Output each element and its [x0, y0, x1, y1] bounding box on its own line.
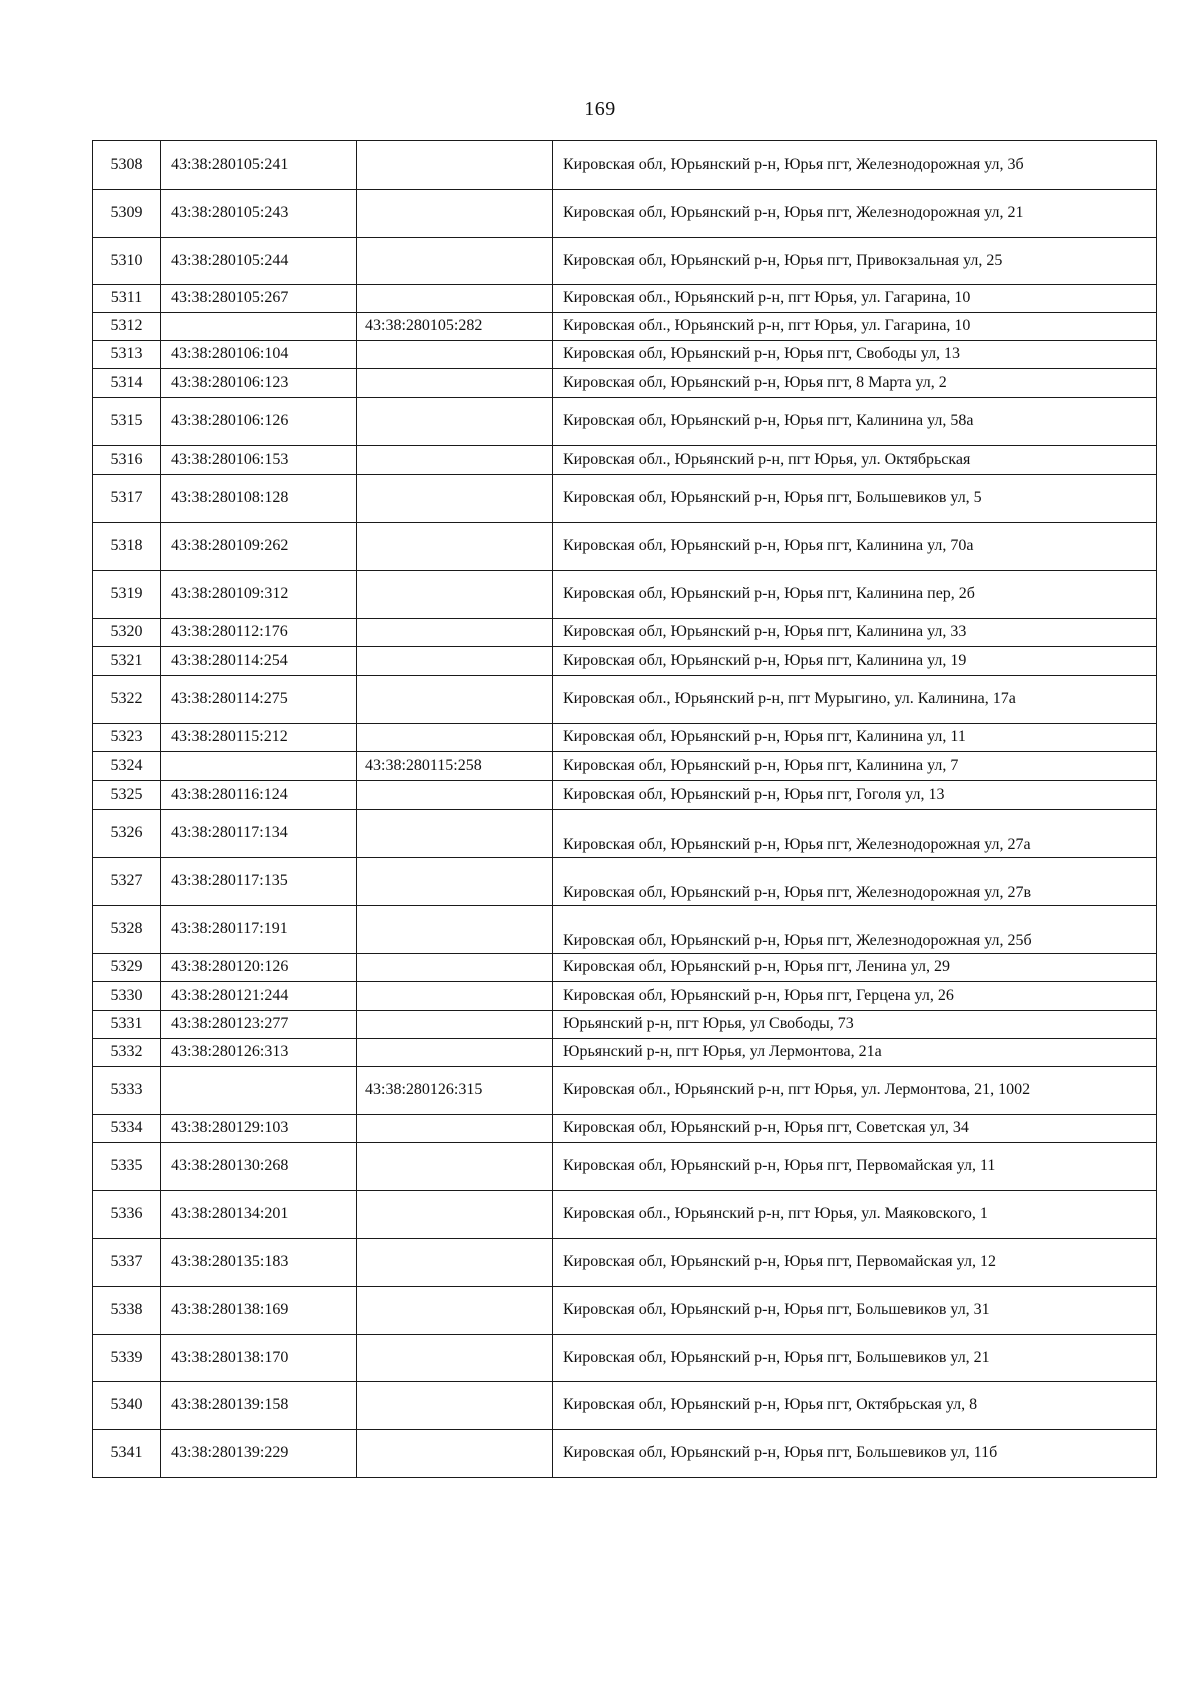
related-cadastral-number	[357, 1039, 553, 1067]
address: Кировская обл., Юрьянский р-н, пгт Юрья, ул. Лермонтова, 21, 1002	[553, 1067, 1157, 1115]
table-row	[93, 313, 1157, 341]
address: Кировская обл, Юрьянский р-н, Юрья пгт, Первомайская ул, 12	[553, 1239, 1157, 1287]
cadastral-number: 43:38:280117:135	[161, 858, 357, 906]
address: Кировская обл, Юрьянский р-н, Юрья пгт, Большевиков ул, 5	[553, 475, 1157, 523]
table-row	[93, 810, 1157, 858]
address: Кировская обл., Юрьянский р-н, пгт Юрья, ул. Гагарина, 10	[553, 285, 1157, 313]
address: Юрьянский р-н, пгт Юрья, ул Свободы, 73	[553, 1011, 1157, 1039]
table-row	[93, 752, 1157, 781]
address: Кировская обл, Юрьянский р-н, Юрья пгт, Калинина ул, 58а	[553, 398, 1157, 446]
row-number: 5339	[93, 1335, 161, 1382]
address: Кировская обл, Юрьянский р-н, Юрья пгт, Большевиков ул, 11б	[553, 1430, 1157, 1478]
related-cadastral-number	[357, 619, 553, 647]
row-number: 5322	[93, 676, 161, 724]
cadastral-number: 43:38:280106:104	[161, 341, 357, 369]
row-number: 5317	[93, 475, 161, 523]
address: Кировская обл, Юрьянский р-н, Юрья пгт, Железнодорожная ул, 25б	[553, 906, 1157, 954]
row-number: 5338	[93, 1287, 161, 1335]
table-row	[93, 1287, 1157, 1335]
table-row	[93, 676, 1157, 724]
related-cadastral-number	[357, 1011, 553, 1039]
address: Кировская обл, Юрьянский р-н, Юрья пгт, Железнодорожная ул, 21	[553, 190, 1157, 238]
table-row	[93, 1011, 1157, 1039]
address: Кировская обл, Юрьянский р-н, Юрья пгт, Свободы ул, 13	[553, 341, 1157, 369]
cadastral-number: 43:38:280117:134	[161, 810, 357, 858]
related-cadastral-number	[357, 647, 553, 676]
cadastral-number: 43:38:280138:169	[161, 1287, 357, 1335]
registry-table-body	[93, 141, 1157, 1478]
cadastral-number: 43:38:280139:158	[161, 1382, 357, 1430]
row-number: 5312	[93, 313, 161, 341]
cadastral-number: 43:38:280123:277	[161, 1011, 357, 1039]
address: Кировская обл, Юрьянский р-н, Юрья пгт, Железнодорожная ул, 27а	[553, 810, 1157, 858]
cadastral-number: 43:38:280106:123	[161, 369, 357, 398]
row-number: 5320	[93, 619, 161, 647]
related-cadastral-number	[357, 982, 553, 1011]
address: Кировская обл, Юрьянский р-н, Юрья пгт, Калинина ул, 19	[553, 647, 1157, 676]
cadastral-number: 43:38:280106:153	[161, 446, 357, 475]
related-cadastral-number: 43:38:280105:282	[357, 313, 553, 341]
table-row	[93, 781, 1157, 810]
address: Кировская обл, Юрьянский р-н, Юрья пгт, Калинина ул, 70а	[553, 523, 1157, 571]
row-number: 5335	[93, 1143, 161, 1191]
address: Кировская обл, Юрьянский р-н, Юрья пгт, Калинина пер, 2б	[553, 571, 1157, 619]
row-number: 5313	[93, 341, 161, 369]
cadastral-number: 43:38:280105:267	[161, 285, 357, 313]
registry-table	[92, 140, 1157, 1478]
related-cadastral-number	[357, 1143, 553, 1191]
cadastral-number: 43:38:280117:191	[161, 906, 357, 954]
row-number: 5310	[93, 238, 161, 285]
related-cadastral-number	[357, 341, 553, 369]
address: Кировская обл, Юрьянский р-н, Юрья пгт, Железнодорожная ул, 27в	[553, 858, 1157, 906]
row-number: 5323	[93, 724, 161, 752]
cadastral-number: 43:38:280114:275	[161, 676, 357, 724]
table-row	[93, 238, 1157, 285]
address: Кировская обл., Юрьянский р-н, пгт Юрья, ул. Гагарина, 10	[553, 313, 1157, 341]
related-cadastral-number: 43:38:280115:258	[357, 752, 553, 781]
related-cadastral-number	[357, 781, 553, 810]
table-row	[93, 1382, 1157, 1430]
address: Кировская обл., Юрьянский р-н, пгт Мурыгино, ул. Калинина, 17а	[553, 676, 1157, 724]
address: Кировская обл., Юрьянский р-н, пгт Юрья, ул. Маяковского, 1	[553, 1191, 1157, 1239]
cadastral-number: 43:38:280105:243	[161, 190, 357, 238]
related-cadastral-number	[357, 446, 553, 475]
related-cadastral-number	[357, 1115, 553, 1143]
cadastral-number: 43:38:280105:241	[161, 141, 357, 190]
row-number: 5311	[93, 285, 161, 313]
row-number: 5337	[93, 1239, 161, 1287]
row-number: 5336	[93, 1191, 161, 1239]
table-row	[93, 369, 1157, 398]
cadastral-number: 43:38:280120:126	[161, 954, 357, 982]
related-cadastral-number	[357, 1287, 553, 1335]
row-number: 5324	[93, 752, 161, 781]
row-number: 5325	[93, 781, 161, 810]
related-cadastral-number	[357, 369, 553, 398]
table-row	[93, 285, 1157, 313]
row-number: 5333	[93, 1067, 161, 1115]
related-cadastral-number	[357, 954, 553, 982]
cadastral-number: 43:38:280134:201	[161, 1191, 357, 1239]
table-row	[93, 190, 1157, 238]
row-number: 5315	[93, 398, 161, 446]
related-cadastral-number	[357, 285, 553, 313]
row-number: 5316	[93, 446, 161, 475]
cadastral-number: 43:38:280106:126	[161, 398, 357, 446]
table-row	[93, 982, 1157, 1011]
address: Кировская обл, Юрьянский р-н, Юрья пгт, Калинина ул, 7	[553, 752, 1157, 781]
related-cadastral-number	[357, 238, 553, 285]
related-cadastral-number	[357, 724, 553, 752]
row-number: 5327	[93, 858, 161, 906]
table-row	[93, 1239, 1157, 1287]
address: Кировская обл, Юрьянский р-н, Юрья пгт, Большевиков ул, 31	[553, 1287, 1157, 1335]
table-row	[93, 1039, 1157, 1067]
row-number: 5321	[93, 647, 161, 676]
address: Кировская обл, Юрьянский р-н, Юрья пгт, Гоголя ул, 13	[553, 781, 1157, 810]
row-number: 5334	[93, 1115, 161, 1143]
table-row	[93, 341, 1157, 369]
cadastral-number: 43:38:280135:183	[161, 1239, 357, 1287]
related-cadastral-number	[357, 475, 553, 523]
related-cadastral-number	[357, 906, 553, 954]
table-row	[93, 724, 1157, 752]
address: Кировская обл, Юрьянский р-н, Юрья пгт, Октябрьская ул, 8	[553, 1382, 1157, 1430]
cadastral-number: 43:38:280108:128	[161, 475, 357, 523]
row-number: 5314	[93, 369, 161, 398]
related-cadastral-number	[357, 1335, 553, 1382]
address: Кировская обл, Юрьянский р-н, Юрья пгт, Первомайская ул, 11	[553, 1143, 1157, 1191]
table-row	[93, 398, 1157, 446]
row-number: 5328	[93, 906, 161, 954]
cadastral-number: 43:38:280105:244	[161, 238, 357, 285]
cadastral-number: 43:38:280116:124	[161, 781, 357, 810]
address: Кировская обл, Юрьянский р-н, Юрья пгт, Калинина ул, 33	[553, 619, 1157, 647]
cadastral-number	[161, 1067, 357, 1115]
cadastral-number: 43:38:280130:268	[161, 1143, 357, 1191]
row-number: 5330	[93, 982, 161, 1011]
table-row	[93, 1143, 1157, 1191]
cadastral-number: 43:38:280121:244	[161, 982, 357, 1011]
related-cadastral-number: 43:38:280126:315	[357, 1067, 553, 1115]
address: Кировская обл, Юрьянский р-н, Юрья пгт, Ленина ул, 29	[553, 954, 1157, 982]
address: Кировская обл, Юрьянский р-н, Юрья пгт, Большевиков ул, 21	[553, 1335, 1157, 1382]
row-number: 5309	[93, 190, 161, 238]
related-cadastral-number	[357, 571, 553, 619]
row-number: 5308	[93, 141, 161, 190]
related-cadastral-number	[357, 1191, 553, 1239]
cadastral-number: 43:38:280139:229	[161, 1430, 357, 1478]
table-row	[93, 647, 1157, 676]
table-row	[93, 1335, 1157, 1382]
related-cadastral-number	[357, 190, 553, 238]
table-row	[93, 954, 1157, 982]
cadastral-number: 43:38:280114:254	[161, 647, 357, 676]
cadastral-number: 43:38:280129:103	[161, 1115, 357, 1143]
cadastral-number: 43:38:280126:313	[161, 1039, 357, 1067]
row-number: 5331	[93, 1011, 161, 1039]
address: Кировская обл, Юрьянский р-н, Юрья пгт, Калинина ул, 11	[553, 724, 1157, 752]
address: Кировская обл., Юрьянский р-н, пгт Юрья, ул. Октябрьская	[553, 446, 1157, 475]
row-number: 5340	[93, 1382, 161, 1430]
related-cadastral-number	[357, 810, 553, 858]
row-number: 5319	[93, 571, 161, 619]
row-number: 5341	[93, 1430, 161, 1478]
page-number: 169	[584, 98, 616, 120]
cadastral-number: 43:38:280109:312	[161, 571, 357, 619]
table-row	[93, 571, 1157, 619]
related-cadastral-number	[357, 523, 553, 571]
table-row	[93, 446, 1157, 475]
address: Кировская обл, Юрьянский р-н, Юрья пгт, 8 Марта ул, 2	[553, 369, 1157, 398]
related-cadastral-number	[357, 398, 553, 446]
table-row	[93, 858, 1157, 906]
related-cadastral-number	[357, 1430, 553, 1478]
related-cadastral-number	[357, 141, 553, 190]
related-cadastral-number	[357, 1239, 553, 1287]
address: Кировская обл, Юрьянский р-н, Юрья пгт, Привокзальная ул, 25	[553, 238, 1157, 285]
row-number: 5329	[93, 954, 161, 982]
table-row	[93, 475, 1157, 523]
cadastral-number: 43:38:280112:176	[161, 619, 357, 647]
table-row	[93, 141, 1157, 190]
row-number: 5332	[93, 1039, 161, 1067]
table-row	[93, 619, 1157, 647]
address: Юрьянский р-н, пгт Юрья, ул Лермонтова, 21а	[553, 1039, 1157, 1067]
cadastral-number: 43:38:280109:262	[161, 523, 357, 571]
table-row	[93, 906, 1157, 954]
table-row	[93, 1430, 1157, 1478]
table-row	[93, 1067, 1157, 1115]
cadastral-number	[161, 752, 357, 781]
table-row	[93, 523, 1157, 571]
cadastral-number: 43:38:280115:212	[161, 724, 357, 752]
related-cadastral-number	[357, 1382, 553, 1430]
cadastral-number: 43:38:280138:170	[161, 1335, 357, 1382]
address: Кировская обл, Юрьянский р-н, Юрья пгт, Герцена ул, 26	[553, 982, 1157, 1011]
table-row	[93, 1115, 1157, 1143]
row-number: 5326	[93, 810, 161, 858]
cadastral-number	[161, 313, 357, 341]
table-row	[93, 1191, 1157, 1239]
row-number: 5318	[93, 523, 161, 571]
related-cadastral-number	[357, 858, 553, 906]
address: Кировская обл, Юрьянский р-н, Юрья пгт, Железнодорожная ул, 3б	[553, 141, 1157, 190]
address: Кировская обл, Юрьянский р-н, Юрья пгт, Советская ул, 34	[553, 1115, 1157, 1143]
related-cadastral-number	[357, 676, 553, 724]
